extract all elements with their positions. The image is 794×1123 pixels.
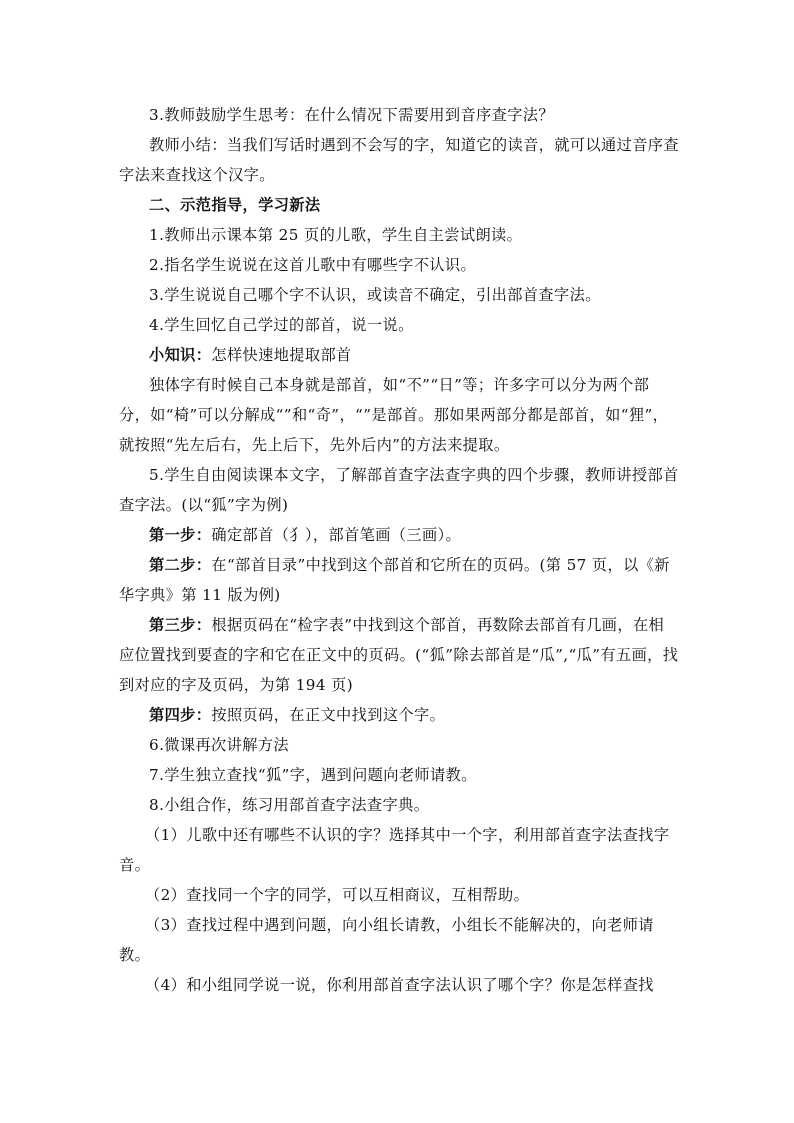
paragraph-text: 8.小组合作，练习用部首查字法查字典。 [149, 796, 430, 814]
paragraph-step-4 [119, 310, 679, 340]
step-text: 根据页码在“检字表”中找到这个部首，再数除去部首有几画，在相应位置找到要查的字和它在正文中的页码。(“狐”除去部首是“瓜”,“瓜”有五画，找到对应的字及页码，为第 194 页) [119, 616, 679, 694]
paragraph-text: 7.学生独立查找“狐”字，遇到问题向老师请教。 [149, 766, 477, 784]
paragraph-substep-2 [119, 880, 679, 910]
paragraph-text: （4）和小组同学说一说，你利用部首查字法认识了哪个字？你是怎样查找 [145, 976, 654, 994]
step-text: 确定部首（犭），部首笔画（三画）。 [211, 526, 462, 544]
step-label: 第三步： [149, 616, 212, 634]
paragraph-text: 1.教师出示课本第 25 页的儿歌，学生自主尝试朗读。 [149, 226, 523, 244]
step-text: 按照页码，在正文中找到这个字。 [211, 706, 446, 724]
paragraph-substep-4 [119, 970, 679, 1000]
step-label: 第一步： [149, 526, 212, 544]
paragraph-first-step [119, 520, 679, 550]
paragraph-text: 2.指名学生说说在这首儿歌中有哪些字不认识。 [149, 256, 477, 274]
document-body [119, 100, 679, 1000]
paragraph-third-step [119, 610, 679, 700]
paragraph-text: （3）查找过程中遇到问题，向小组长请教，小组长不能解决的，向老师请教。 [119, 916, 654, 964]
paragraph-text: 教师小结：当我们写话时遇到不会写的字，知道它的读音，就可以通过音序查字法来查找这个汉字。 [119, 136, 679, 184]
paragraph-text: 5.学生自由阅读课本文字，了解部首查字法查字典的四个步骤，教师讲授部首查字法。(以“狐”字为例) [119, 466, 679, 514]
tip-text: 怎样快速地提取部首 [211, 346, 352, 364]
paragraph-text: 6.微课再次讲解方法 [149, 736, 289, 754]
paragraph-step-7 [119, 760, 679, 790]
paragraph-step-3 [119, 280, 679, 310]
paragraph-step-2 [119, 250, 679, 280]
paragraph-text: 3.教师鼓励学生思考：在什么情况下需要用到音序查字法？ [149, 106, 554, 124]
tip-label: 小知识： [149, 346, 212, 364]
paragraph-teacher-summary [119, 130, 679, 190]
paragraph-second-step [119, 550, 679, 610]
paragraph-substep-1 [119, 820, 679, 880]
paragraph-teacher-question [119, 100, 679, 130]
paragraph-fourth-step [119, 700, 679, 730]
paragraph-text: 3.学生说说自己哪个字不认识，或读音不确定，引出部首查字法。 [149, 286, 601, 304]
step-label: 第四步： [149, 706, 212, 724]
paragraph-tip [119, 340, 679, 370]
paragraph-step-5 [119, 460, 679, 520]
paragraph-step-6 [119, 730, 679, 760]
paragraph-substep-3 [119, 910, 679, 970]
step-text: 在“部首目录”中找到这个部首和它所在的页码。(第 57 页，以《新华字典》第 11 版为例) [119, 556, 670, 604]
paragraph-tip-explanation [119, 370, 679, 460]
paragraph-step-1 [119, 220, 679, 250]
section-heading-text: 二、示范指导，学习新法 [149, 196, 321, 214]
paragraph-text: 4.学生回忆自己学过的部首，说一说。 [149, 316, 414, 334]
step-label: 第二步： [149, 556, 212, 574]
paragraph-text: （2）查找同一个字的同学，可以互相商议，互相帮助。 [145, 886, 530, 904]
section-heading-demo-guidance [119, 190, 679, 220]
paragraph-text: （1）儿歌中还有哪些不认识的字？选择其中一个字，利用部首查字法查找字音。 [119, 826, 670, 874]
paragraph-step-8 [119, 790, 679, 820]
paragraph-text: 独体字有时候自己本身就是部首，如“不”“日”等；许多字可以分为两个部分，如“椅”可以分解成“”和“奇”，“”是部首。那如果两部分都是部首，如“狸”，就按照“先左后右，先上后下，先外后内”的方法来提取。 [119, 376, 669, 454]
